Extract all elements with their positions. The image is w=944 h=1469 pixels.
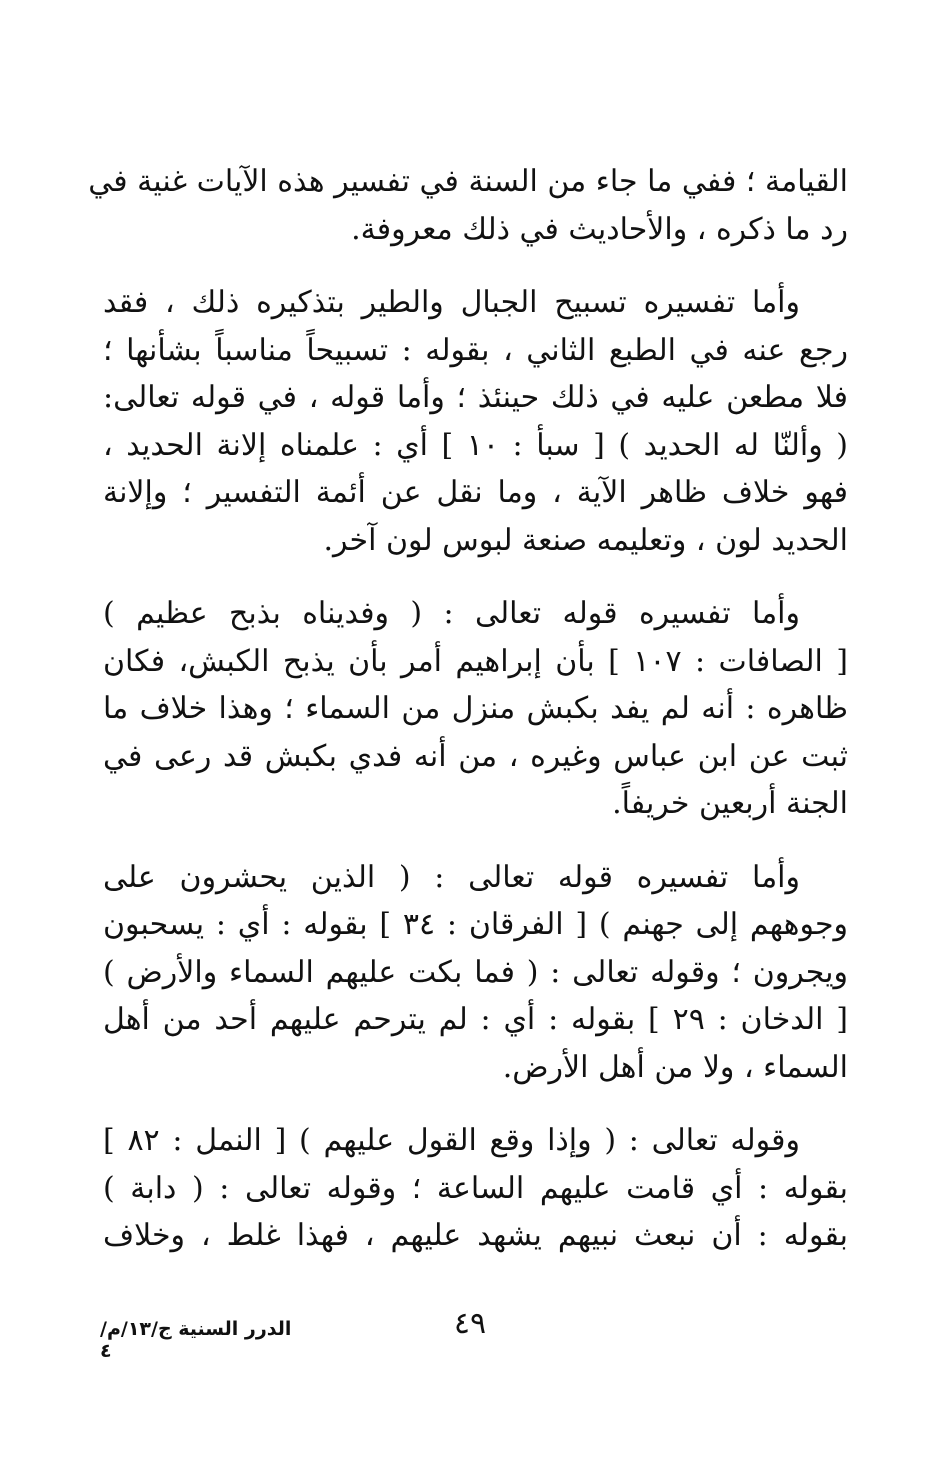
text-line: ثبت عن ابن عباس وغيره ، من أنه فدي بكبش قد رعى في xyxy=(103,738,848,774)
text-line: فلا مطعن عليه في ذلك حينئذ ؛ وأما قوله ، في قوله تعالى: xyxy=(103,380,848,415)
text-line: [ الدخان : ٢٩ ] بقوله : أي : لم يترحم عليهم أحد من أهل xyxy=(103,1002,848,1037)
paragraph-5 xyxy=(103,1117,848,1260)
text-line: الجنة أربعين خريفاً. xyxy=(612,786,848,821)
text-line: الحديد لون ، وتعليمه صنعة لبوس لون آخر. xyxy=(323,522,848,558)
text-line: ( وألنّا له الحديد ) [ سبأ : ١٠ ] أي : علمناه إلانة الحديد ، xyxy=(103,427,848,463)
text-line: ظاهره : أنه لم يفد بكبش منزل من السماء ؛ وهذا خلاف ما xyxy=(103,691,848,726)
text-line: رجع عنه في الطبع الثاني ، بقوله : تسبيحاً مناسباً بشأنها ؛ xyxy=(103,332,848,368)
text-line: وأما تفسيره قوله تعالى : ( الذين يحشرون على xyxy=(103,859,800,895)
text-line: وجوههم إلى جهنم ) [ الفرقان : ٣٤ ] بقوله : أي : يسحبون xyxy=(103,907,848,942)
text-line: رد ما ذكره ، والأحاديث في ذلك معروفة. xyxy=(351,211,848,247)
text-line: [ الصافات : ١٠٧ ] بأن إبراهيم أمر بأن يذبح الكبش، فكان xyxy=(103,643,848,679)
text-line: ويجرون ؛ وقوله تعالى : ( فما بكت عليهم السماء والأرض ) xyxy=(103,954,848,990)
paragraph-4 xyxy=(103,854,848,1092)
text-line: فهو خلاف ظاهر الآية ، وما نقل عن أئمة التفسير ؛ وإلانة xyxy=(103,475,848,510)
text-line: وقوله تعالى : ( وإذا وقع القول عليهم ) [ النمل : ٨٢ ] xyxy=(103,1123,800,1158)
text-line: القيامة ؛ ففي ما جاء من السنة في تفسير هذه الآيات غنية في xyxy=(88,164,848,199)
text-line: السماء ، ولا من أهل الأرض. xyxy=(502,1049,848,1085)
page-number: ٤٩ xyxy=(453,1306,487,1341)
paragraph-1 xyxy=(88,158,848,253)
text-line: بقوله : أي قامت عليهم الساعة ؛ وقوله تعالى : ( دابة ) xyxy=(103,1170,848,1206)
paragraph-2 xyxy=(103,279,848,564)
body-text xyxy=(88,158,848,1260)
footer-source-reference: الدرر السنية ج/١٣/م/٤ xyxy=(100,1318,292,1362)
paragraph-3 xyxy=(103,590,848,828)
text-line: وأما تفسيره تسبيح الجبال والطير بتذكيره ذلك ، فقد xyxy=(103,285,800,320)
text-line: وأما تفسيره قوله تعالى : ( وفديناه بذبح عظيم ) xyxy=(103,596,800,631)
text-line: بقوله : أن نبعث نبيهم يشهد عليهم ، فهذا غلط ، وخلاف xyxy=(103,1218,848,1253)
